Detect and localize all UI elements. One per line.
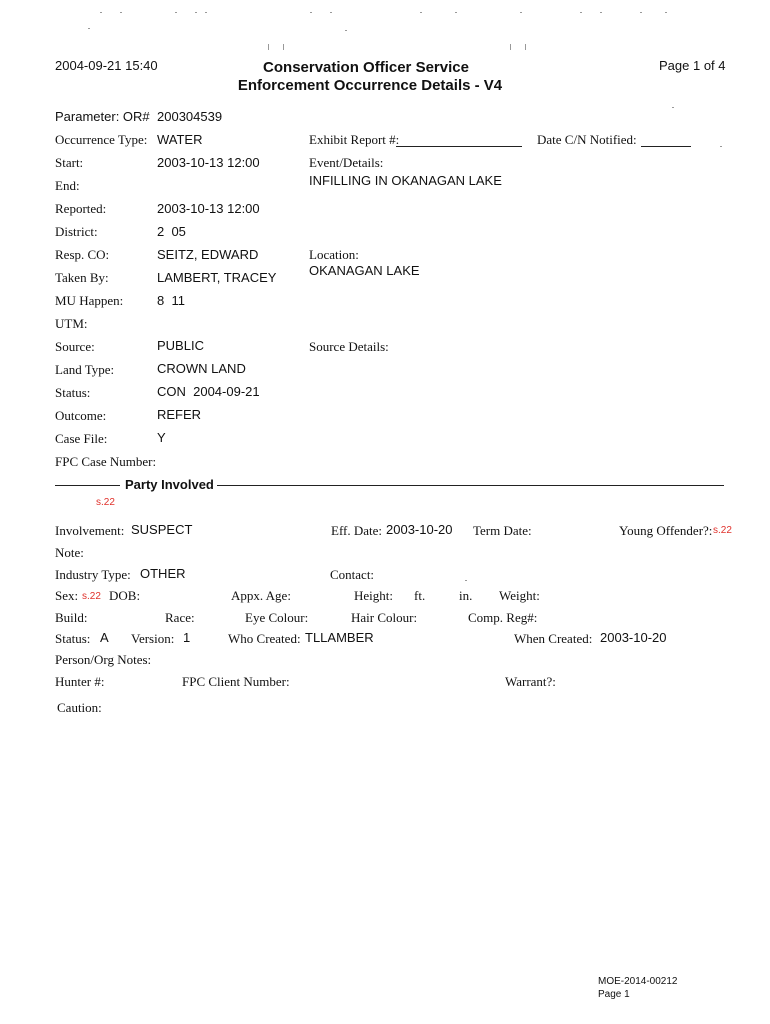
end-label: End: <box>55 178 80 193</box>
comp-reg-label: Comp. Reg#: <box>468 610 538 625</box>
event-details-value: INFILLING IN OKANAGAN LAKE <box>309 173 502 188</box>
outcome-label: Outcome: <box>55 408 107 423</box>
dob-label: DOB: <box>109 588 141 603</box>
build-label: Build: <box>55 610 88 625</box>
district-label: District: <box>55 224 98 239</box>
mu-happen-value: 8 11 <box>157 293 185 308</box>
page-indicator: Page 1 of 4 <box>659 58 726 73</box>
mu-happen-label: MU Happen: <box>55 293 124 308</box>
exhibit-report-blank <box>396 146 522 147</box>
document-id: MOE-2014-00212 <box>598 976 678 987</box>
taken-by-label: Taken By: <box>55 270 109 285</box>
redaction-marker: s.22 <box>96 497 115 508</box>
source-details-label: Source Details: <box>309 339 389 354</box>
source-value: PUBLIC <box>157 338 204 353</box>
who-created-label: Who Created: <box>228 631 301 646</box>
section-rule-right <box>217 485 724 486</box>
race-label: Race: <box>165 610 195 625</box>
version-label: Version: <box>131 631 175 646</box>
sex-label: Sex: <box>55 588 79 603</box>
party-status-label: Status: <box>55 631 91 646</box>
person-org-notes-label: Person/Org Notes: <box>55 652 152 667</box>
resp-co-label: Resp. CO: <box>55 247 110 262</box>
location-value: OKANAGAN LAKE <box>309 263 420 278</box>
contact-label: Contact: <box>330 567 375 582</box>
version-value: 1 <box>183 630 191 645</box>
reported-value: 2003-10-13 12:00 <box>157 201 260 216</box>
industry-type-label: Industry Type: <box>55 567 131 582</box>
date-cn-notified-label: Date C/N Notified: <box>537 132 637 147</box>
land-type-value: CROWN LAND <box>157 361 246 376</box>
district-value: 2 05 <box>157 224 186 239</box>
land-type-label: Land Type: <box>55 362 115 377</box>
young-offender-redaction: s.22 <box>713 525 732 536</box>
resp-co-value: SEITZ, EDWARD <box>157 247 259 262</box>
status-value: CON 2004-09-21 <box>157 384 260 399</box>
case-file-value: Y <box>157 430 166 445</box>
hair-colour-label: Hair Colour: <box>351 610 418 625</box>
report-subtitle: Enforcement Occurrence Details - V4 <box>237 77 503 94</box>
term-date-label: Term Date: <box>473 523 532 538</box>
height-ft-label: ft. <box>414 588 426 603</box>
hunter-number-label: Hunter #: <box>55 674 105 689</box>
occurrence-type-value: WATER <box>157 132 203 147</box>
parameter-value: 200304539 <box>157 109 223 124</box>
sex-redaction: s.22 <box>82 591 101 602</box>
event-details-label: Event/Details: <box>309 155 384 170</box>
who-created-value: TLLAMBER <box>305 630 374 645</box>
height-in-label: in. <box>459 588 473 603</box>
reported-label: Reported: <box>55 201 107 216</box>
location-label: Location: <box>309 247 359 262</box>
case-file-label: Case File: <box>55 431 108 446</box>
occurrence-type-label: Occurrence Type: <box>55 132 148 147</box>
start-value: 2003-10-13 12:00 <box>157 155 260 170</box>
fpc-client-number-label: FPC Client Number: <box>182 674 290 689</box>
date-cn-notified-blank <box>641 146 691 147</box>
utm-label: UTM: <box>55 316 88 331</box>
eff-date-label: Eff. Date: <box>331 523 383 538</box>
report-datetime: 2004-09-21 15:40 <box>55 58 158 73</box>
when-created-label: When Created: <box>514 631 593 646</box>
caution-label: Caution: <box>57 700 102 715</box>
young-offender-label: Young Offender?: <box>619 523 713 538</box>
taken-by-value: LAMBERT, TRACEY <box>157 270 277 285</box>
outcome-value: REFER <box>157 407 202 422</box>
status-label: Status: <box>55 385 91 400</box>
source-label: Source: <box>55 339 95 354</box>
warrant-label: Warrant?: <box>505 674 556 689</box>
section-rule-left <box>55 485 120 486</box>
industry-type-value: OTHER <box>140 566 186 581</box>
weight-label: Weight: <box>499 588 540 603</box>
height-label: Height: <box>354 588 393 603</box>
eff-date-value: 2003-10-20 <box>386 522 453 537</box>
party-section-title: Party Involved <box>125 477 214 492</box>
involvement-label: Involvement: <box>55 523 125 538</box>
exhibit-report-label: Exhibit Report #: <box>309 132 400 147</box>
note-label: Note: <box>55 545 84 560</box>
appx-age-label: Appx. Age: <box>231 588 291 603</box>
parameter-label: Parameter: OR# <box>55 109 150 124</box>
fpc-case-number-label: FPC Case Number: <box>55 454 157 469</box>
footer-page-number: Page 1 <box>598 989 630 1000</box>
involvement-value: SUSPECT <box>131 522 193 537</box>
party-status-value: A <box>100 630 109 645</box>
start-label: Start: <box>55 155 84 170</box>
report-title: Conservation Officer Service <box>263 59 469 76</box>
when-created-value: 2003-10-20 <box>600 630 667 645</box>
eye-colour-label: Eye Colour: <box>245 610 309 625</box>
